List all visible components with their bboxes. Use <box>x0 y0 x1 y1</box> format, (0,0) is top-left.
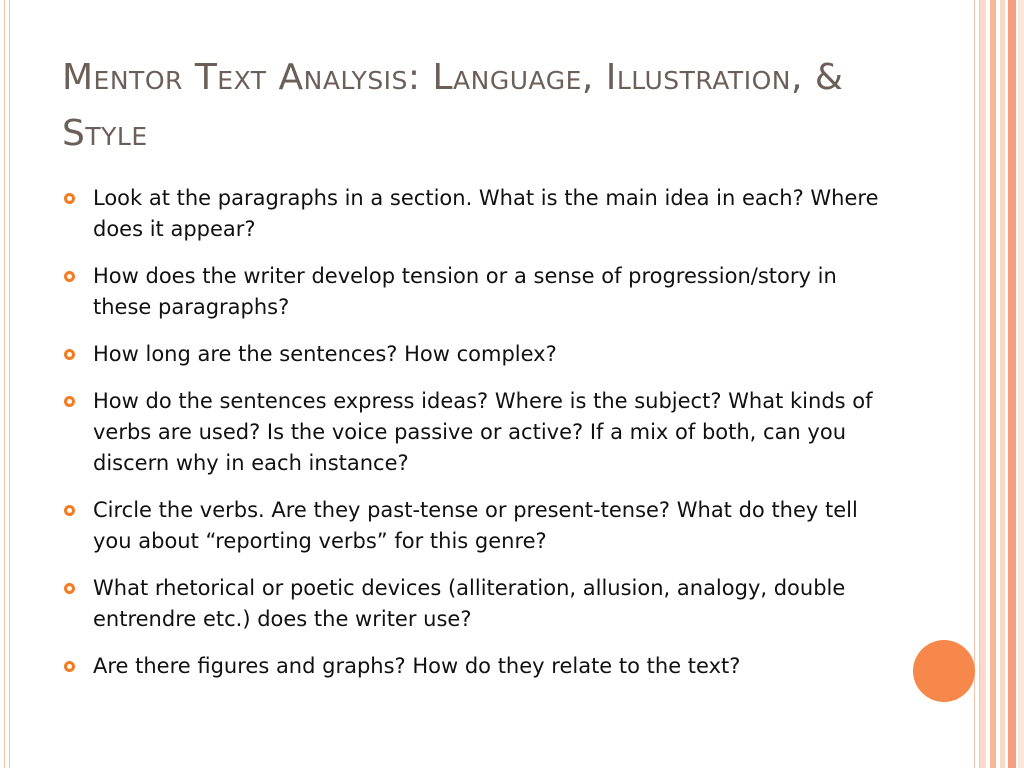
bullet-item <box>62 651 892 682</box>
hollow-circle-bullet-icon <box>64 349 75 360</box>
bullet-item <box>62 261 892 323</box>
hollow-circle-bullet-icon <box>64 661 75 672</box>
hollow-circle-bullet-icon <box>64 505 75 516</box>
bullet-text: What rhetorical or poetic devices (alliteration, allusion, analogy, double entrendre etc.) does the writer use? <box>93 576 846 631</box>
bullet-item <box>62 339 892 370</box>
bullet-text: How do the sentences express ideas? Where is the subject? What kinds of verbs are used? Is the voice passive or active? If a mix of both, can you discern why in each instance? <box>93 389 873 475</box>
bullet-item <box>62 183 892 245</box>
bullet-text: How long are the sentences? How complex? <box>93 342 557 366</box>
bullet-text: Look at the paragraphs in a section. What is the main idea in each? Where does it appear? <box>93 186 879 241</box>
stripe-4 <box>1008 0 1016 768</box>
hollow-circle-bullet-icon <box>64 193 75 204</box>
bullet-text: Are there figures and graphs? How do they relate to the text? <box>93 654 741 678</box>
bullet-text: Circle the verbs. Are they past-tense or present-tense? What do they tell you about “reporting verbs” for this genre? <box>93 498 858 553</box>
hollow-circle-bullet-icon <box>64 271 75 282</box>
bullet-item <box>62 386 892 479</box>
stripe-5 <box>1018 0 1024 768</box>
bullet-item <box>62 573 892 635</box>
orange-circle-decoration-icon <box>913 640 975 702</box>
bullet-text: How does the writer develop tension or a sense of progression/story in these paragraphs? <box>93 264 837 319</box>
stripe-3 <box>1000 0 1005 768</box>
bullet-list <box>62 183 892 698</box>
bullet-item <box>62 495 892 557</box>
slide-title: Mentor Text Analysis: Language, Illustration, & Style <box>62 57 844 154</box>
right-stripes-decoration <box>980 0 1024 768</box>
stripe-1 <box>980 0 986 768</box>
stripe-2 <box>990 0 996 768</box>
hollow-circle-bullet-icon <box>64 583 75 594</box>
hollow-circle-bullet-icon <box>64 396 75 407</box>
